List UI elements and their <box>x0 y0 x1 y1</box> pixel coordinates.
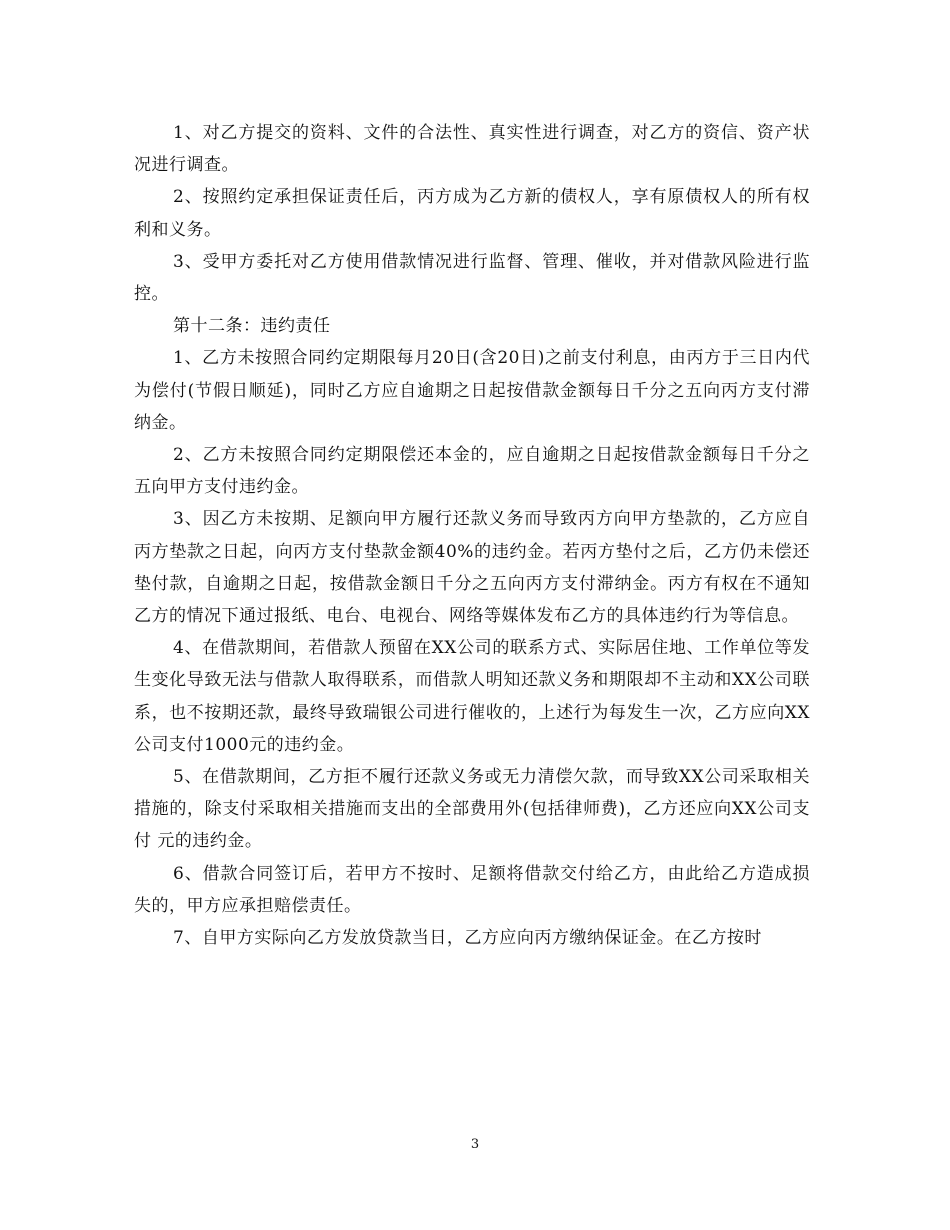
paragraph-7: 4、在借款期间，若借款人预留在XX公司的联系方式、实际居住地、工作单位等发生变化导致无法与借款人取得联系，而借款人明知还款义务和期限却不主动和XX公司联系，也不按期还款，最终导致瑞银公司进行催收的，上述行为每发生一次，乙方应向XX公司支付1000元的违约金。 <box>134 638 810 755</box>
paragraph-2: 2、按照约定承担保证责任后，丙方成为乙方新的债权人，享有原债权人的所有权利和义务。 <box>134 187 810 240</box>
page-number: 3 <box>470 1137 480 1152</box>
paragraph-10: 7、自甲方实际向乙方发放贷款当日，乙方应向丙方缴纳保证金。在乙方按时 <box>173 928 762 949</box>
paragraph-3: 3、受甲方委托对乙方使用借款情况进行监督、管理、催收，并对借款风险进行监控。 <box>134 251 810 305</box>
paragraph-5: 2、乙方未按照合同约定期限偿还本金的，应自逾期之日起按借款金额每日千分之五向甲方支付违约金。 <box>134 445 810 498</box>
document-body <box>134 117 810 954</box>
paragraph-9: 6、借款合同签订后，若甲方不按时、足额将借款交付给乙方，由此给乙方造成损失的，甲方应承担赔偿责任。 <box>134 863 810 916</box>
paragraph-8: 5、在借款期间，乙方拒不履行还款义务或无力清偿欠款，而导致XX公司采取相关措施的，除支付采取相关措施而支出的全部费用外(包括律师费)，乙方还应向XX公司支付 元的违约金。 <box>134 767 810 852</box>
paragraph-1: 1、对乙方提交的资料、文件的合法性、真实性进行调查，对乙方的资信、资产状况进行调查。 <box>134 123 810 176</box>
paragraph-6: 3、因乙方未按期、足额向甲方履行还款义务而导致丙方向甲方垫款的，乙方应自丙方垫款之日起，向丙方支付垫款金额40%的违约金。若丙方垫付之后，乙方仍未偿还垫付款，自逾期之日起，按借款金额日千分之五向丙方支付滞纳金。丙方有权在不通知乙方的情况下通过报纸、电台、电视台、网络等媒体发布乙方的具体违约行为等信息。 <box>134 509 810 627</box>
paragraph-4: 1、乙方未按照合同约定期限每月20日(含20日)之前支付利息，由丙方于三日内代为偿付(节假日顺延)，同时乙方应自逾期之日起按借款金额每日千分之五向丙方支付滞纳金。 <box>134 348 810 433</box>
section-heading: 第十二条：违约责任 <box>173 316 331 337</box>
